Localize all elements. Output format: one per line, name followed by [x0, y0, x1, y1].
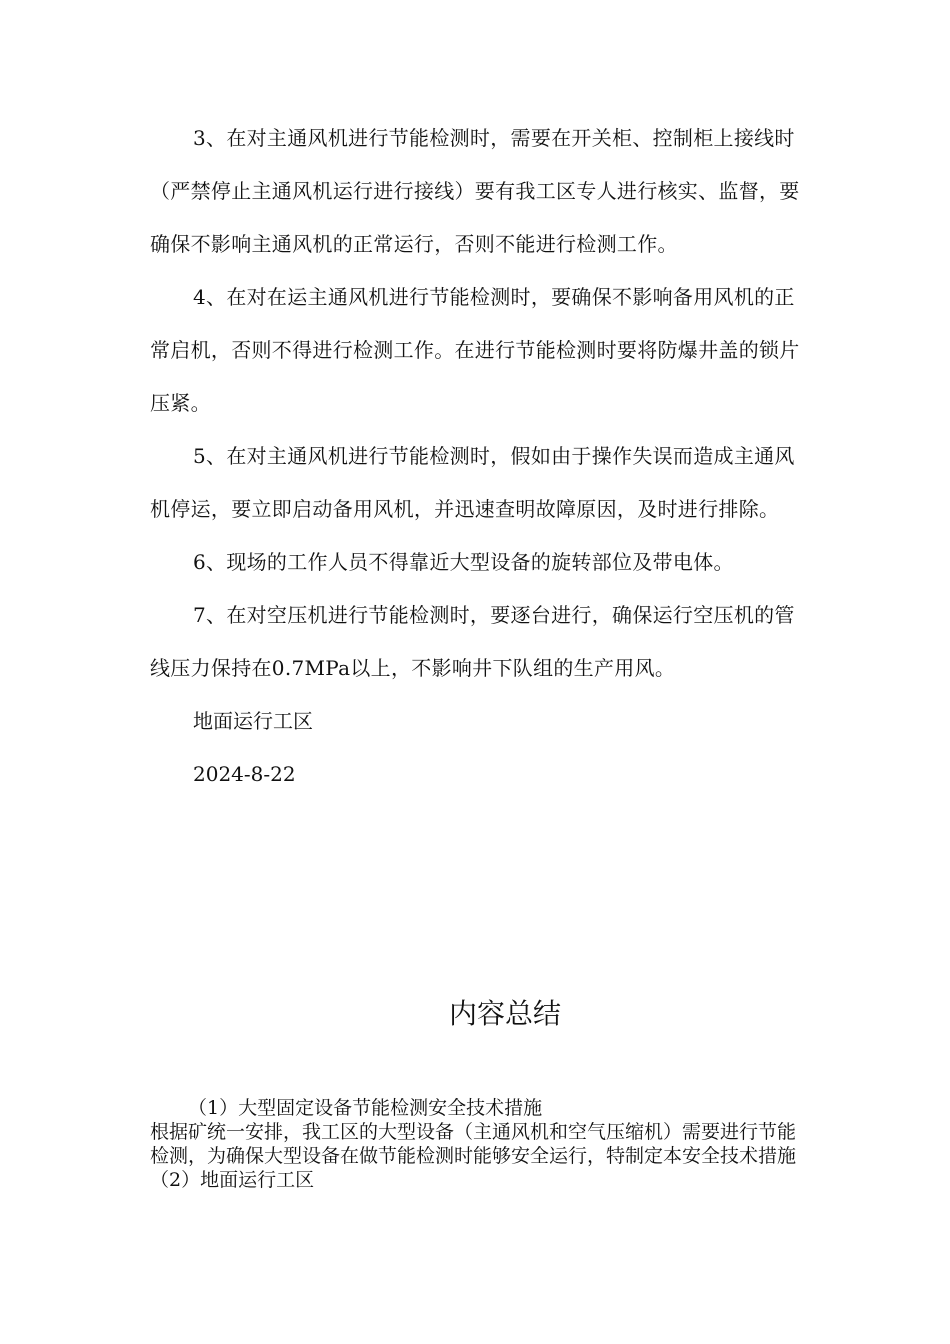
- document-body: [150, 112, 800, 801]
- paragraph-item-6: 6、现场的工作人员不得靠近大型设备的旋转部位及带电体。: [193, 550, 734, 574]
- paragraph-item-7: 7、在对空压机进行节能检测时，要逐台进行，确保运行空压机的管线压力保持在0.7MPa以上，不影响井下队组的生产用风。: [150, 603, 795, 680]
- signature-department: 地面运行工区: [193, 709, 313, 733]
- paragraph-item-3: 3、在对主通风机进行节能检测时，需要在开关柜、控制柜上接线时（严禁停止主通风机运行进行接线）要有我工区专人进行核实、监督，要确保不影响主通风机的正常运行，否则不能进行检测工作。: [150, 126, 800, 256]
- summary-item-2: （2）地面运行工区: [150, 1169, 315, 1191]
- paragraph-item-5: 5、在对主通风机进行节能检测时，假如由于操作失误而造成主通风机停运，要立即启动备用风机，并迅速查明故障原因，及时进行排除。: [150, 444, 795, 521]
- summary-title: 内容总结: [448, 997, 561, 1030]
- summary-section: [150, 1096, 800, 1192]
- summary-item-1-body: 根据矿统一安排，我工区的大型设备（主通风机和空气压缩机）需要进行节能检测，为确保大型设备在做节能检测时能够安全运行，特制定本安全技术措施: [150, 1121, 797, 1167]
- paragraph-item-4: 4、在对在运主通风机进行节能检测时，要确保不影响备用风机的正常启机，否则不得进行检测工作。在进行节能检测时要将防爆井盖的锁片压紧。: [150, 285, 800, 415]
- signature-date: 2024-8-22: [193, 762, 296, 786]
- summary-item-1-title: （1）大型固定设备节能检测安全技术措施: [188, 1097, 543, 1119]
